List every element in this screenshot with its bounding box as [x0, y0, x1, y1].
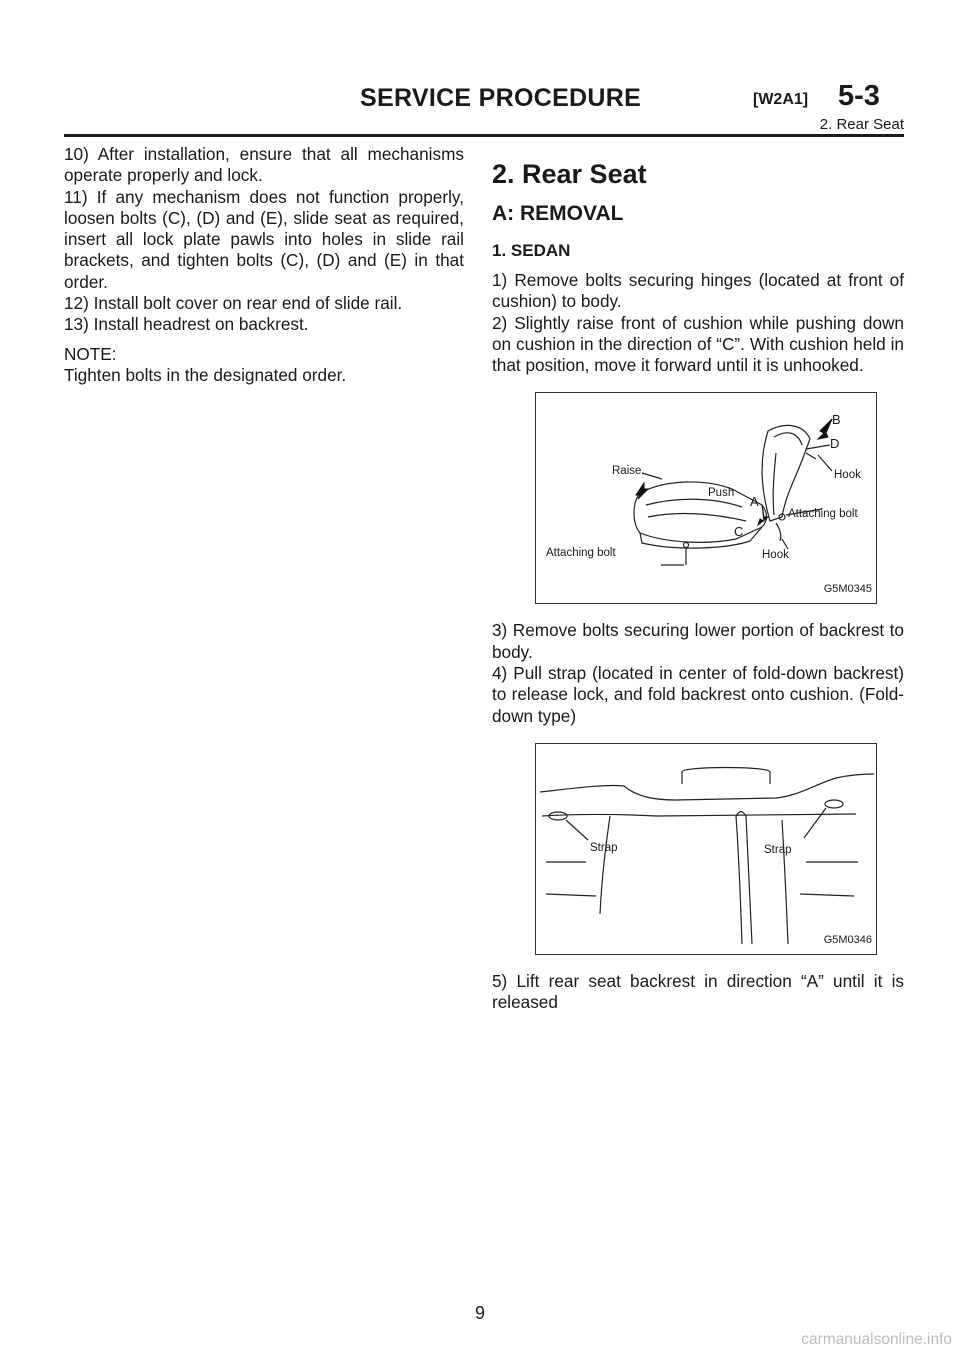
figure1-label-raise: Raise: [612, 465, 642, 478]
figure1-label-hook-bottom: Hook: [762, 549, 789, 562]
step-5: 5) Lift rear seat backrest in direction “A” until it is released: [492, 970, 904, 1013]
figure1-label-b: B: [832, 412, 841, 428]
step-10: 10) After installation, ensure that all mechanisms operate properly and lock.: [64, 144, 464, 186]
seat-cushion-drawing: [536, 393, 876, 603]
figure1-label-hook-top: Hook: [834, 469, 861, 482]
figure-seat-cushion: [535, 392, 877, 604]
figure1-label-attaching-bolt-left: Attaching bolt: [546, 547, 616, 560]
figure1-label-a: A: [750, 494, 759, 510]
figure1-label-d: D: [830, 436, 840, 452]
header-title: SERVICE PROCEDURE: [360, 84, 642, 112]
step-1: 1) Remove bolts securing hinges (located at front of cushion) to body.: [492, 270, 904, 312]
step-12: 12) Install bolt cover on rear end of slide rail.: [64, 293, 403, 314]
right-column: [492, 144, 904, 1014]
figure2-label-strap-left: Strap: [590, 841, 618, 854]
note-text: Tighten bolts in the designated order.: [64, 364, 347, 385]
header-subtitle: 2. Rear Seat: [819, 116, 904, 133]
figure2-id: G5M0346: [823, 933, 872, 946]
watermark: carmanualsonline.info: [801, 1331, 952, 1348]
section-title: 2. Rear Seat: [492, 159, 647, 189]
figure1-label-attaching-bolt-right: Attaching bolt: [788, 508, 858, 521]
sub-subsection-title: 1. SEDAN: [492, 241, 571, 260]
page-number: 9: [474, 1303, 485, 1323]
header-section-number: 5-3: [838, 80, 880, 112]
step-3: 3) Remove bolts securing lower portion of backrest to body.: [492, 620, 904, 662]
step-11: 11) If any mechanism does not function properly, loosen bolts (C), (D) and (E), slide seat as required, insert all lock plate pawls into holes in slide rail brackets, and tighten bolts (C), (D) and (E) in that order.: [64, 186, 464, 292]
note-label: NOTE:: [64, 343, 117, 364]
header-code: [W2A1]: [753, 91, 809, 108]
figure1-label-c: C: [734, 524, 744, 540]
subsection-title: A: REMOVAL: [492, 202, 624, 225]
header-rule: [64, 134, 904, 137]
figure2-label-strap-right: Strap: [764, 843, 792, 856]
step-13: 13) Install headrest on backrest.: [64, 314, 309, 335]
step-2: 2) Slightly raise front of cushion while pushing down on cushion in the direction of “C”. With cushion held in that position, move it forward until it is unhooked.: [492, 312, 904, 376]
step-4: 4) Pull strap (located in center of fold-down backrest) to release lock, and fold backrest onto cushion. (Fold-down type): [492, 663, 904, 726]
left-column: [64, 144, 464, 386]
backrest-strap-drawing: [536, 744, 876, 954]
figure1-label-push: Push: [708, 487, 735, 500]
figure1-id: G5M0345: [823, 583, 872, 596]
figure-backrest-strap: [535, 743, 877, 955]
